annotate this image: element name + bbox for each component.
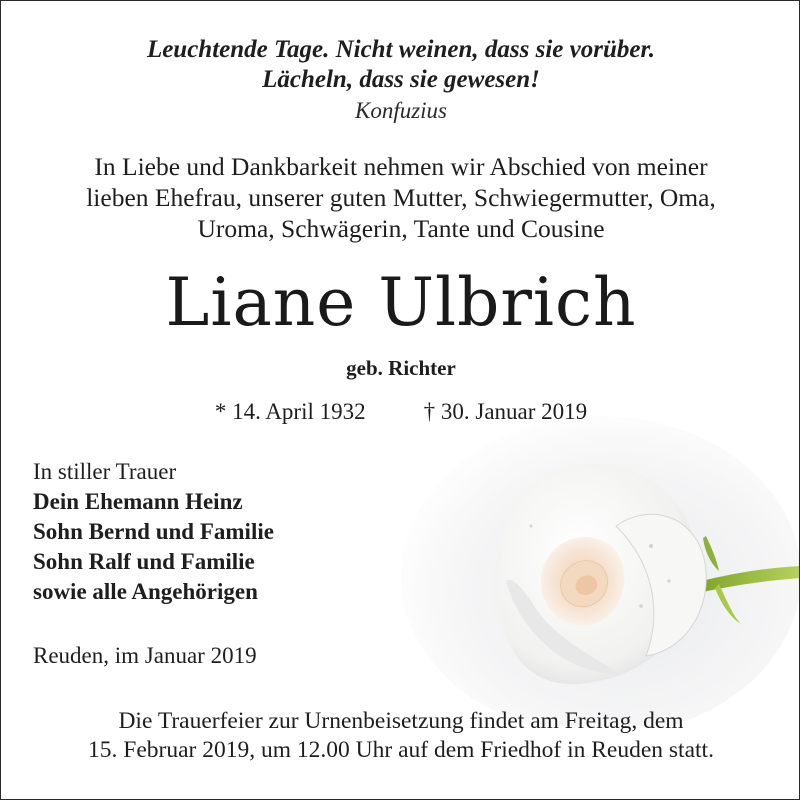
- death-date: † 30. Januar 2019: [423, 399, 588, 424]
- mourner-name: Sohn Bernd und Familie: [33, 519, 274, 544]
- funeral-line: Die Trauerfeier zur Urnenbeisetzung findet am Freitag, dem: [118, 708, 684, 734]
- mourner-name: sowie alle Angehörigen: [33, 579, 258, 604]
- mourner-name: Sohn Ralf und Familie: [33, 549, 255, 574]
- funeral-line: 15. Februar 2019, um 12.00 Uhr auf dem Friedhof in Reuden statt.: [88, 737, 714, 763]
- mourner-name: Dein Ehemann Heinz: [33, 489, 243, 514]
- quote-line: Leuchtende Tage. Nicht weinen, dass sie vorüber.: [146, 36, 656, 63]
- mourners-lead: In stiller Trauer: [33, 459, 177, 484]
- mourners-list: [33, 457, 453, 607]
- intro-line: Uroma, Schwägerin, Tante und Cousine: [197, 214, 605, 243]
- birth-date: * 14. April 1932: [214, 399, 366, 424]
- quote-author: Konfuzius: [354, 98, 448, 123]
- intro-line: lieben Ehefrau, unserer guten Mutter, Schwiegermutter, Oma,: [86, 183, 716, 212]
- maiden-name: geb. Richter: [346, 356, 456, 380]
- funeral-info: [1, 707, 800, 765]
- intro-line: In Liebe und Dankbarkeit nehmen wir Abschied von meiner: [94, 152, 708, 181]
- intro-text: [1, 151, 800, 244]
- quote-line: Lächeln, dass sie gewesen!: [262, 66, 540, 93]
- quote: [1, 35, 800, 95]
- place-date: Reuden, im Januar 2019: [33, 643, 257, 668]
- life-dates: [1, 398, 800, 426]
- deceased-name: Liane Ulbrich: [165, 264, 637, 341]
- white-rose-image: [401, 406, 800, 726]
